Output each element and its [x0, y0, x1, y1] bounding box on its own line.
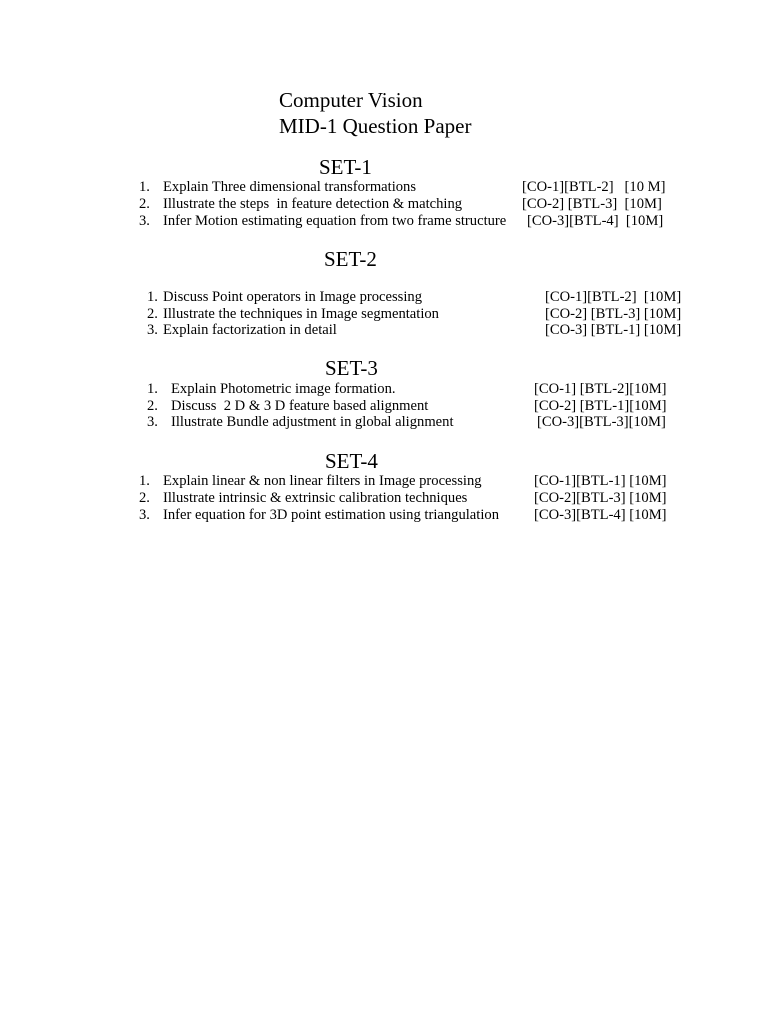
set-1-q3-text: Infer Motion estimating equation from two frame structure	[163, 213, 507, 229]
set-3-q3-tags: [CO-3][BTL-3][10M]	[537, 414, 666, 430]
set-1-q1-tags: [CO-1][BTL-2] [10 M]	[522, 179, 666, 195]
set-3-q1-number: 1.	[147, 381, 158, 397]
set-4-q2-number: 2.	[139, 490, 150, 506]
set-2-q2-number: 2.	[147, 306, 158, 322]
set-4-q3-text: Infer equation for 3D point estimation using triangulation	[163, 507, 499, 523]
set-4-heading: SET-4	[325, 449, 378, 473]
set-2-q1-tags: [CO-1][BTL-2] [10M]	[545, 289, 682, 305]
set-4-q2-text: Illustrate intrinsic & extrinsic calibration techniques	[163, 490, 468, 506]
course-title: Computer Vision	[279, 88, 423, 112]
set-3-q1-text: Explain Photometric image formation.	[171, 381, 396, 397]
set-1-q3-tags: [CO-3][BTL-4] [10M]	[527, 213, 664, 229]
set-1-q1-number: 1.	[139, 179, 150, 195]
set-4-q3-number: 3.	[139, 507, 150, 523]
set-1-heading: SET-1	[319, 155, 372, 179]
set-1-q2-tags: [CO-2] [BTL-3] [10M]	[522, 196, 662, 212]
exam-title: MID-1 Question Paper	[279, 114, 472, 138]
set-4-q1-text: Explain linear & non linear filters in Image processing	[163, 473, 482, 489]
set-1-q3-number: 3.	[139, 213, 150, 229]
set-2-q2-tags: [CO-2] [BTL-3] [10M]	[545, 306, 682, 322]
set-3-q3-text: Illustrate Bundle adjustment in global alignment	[171, 414, 454, 430]
set-3-q2-tags: [CO-2] [BTL-1][10M]	[534, 398, 667, 414]
set-1-q1-text: Explain Three dimensional transformations	[163, 179, 417, 195]
set-1-q2-text: Illustrate the steps in feature detection & matching	[163, 196, 463, 212]
set-3-q2-text: Discuss 2 D & 3 D feature based alignment	[171, 398, 429, 414]
set-2-q1-text: Discuss Point operators in Image processing	[163, 289, 422, 305]
set-3-q2-number: 2.	[147, 398, 158, 414]
set-3-q3-number: 3.	[147, 414, 158, 430]
set-2-q2-text: Illustrate the techniques in Image segmentation	[163, 306, 439, 322]
set-2-q3-tags: [CO-3] [BTL-1] [10M]	[545, 322, 682, 338]
set-3-heading: SET-3	[325, 356, 378, 380]
set-2-heading: SET-2	[324, 247, 377, 271]
set-4-q3-tags: [CO-3][BTL-4] [10M]	[534, 507, 667, 523]
set-2-q3-text: Explain factorization in detail	[163, 322, 337, 338]
set-4-q1-number: 1.	[139, 473, 150, 489]
set-3-q1-tags: [CO-1] [BTL-2][10M]	[534, 381, 667, 397]
set-2-q1-number: 1.	[147, 289, 158, 305]
set-4-q2-tags: [CO-2][BTL-3] [10M]	[534, 490, 667, 506]
set-1-q2-number: 2.	[139, 196, 150, 212]
set-2-q3-number: 3.	[147, 322, 158, 338]
set-4-q1-tags: [CO-1][BTL-1] [10M]	[534, 473, 667, 489]
